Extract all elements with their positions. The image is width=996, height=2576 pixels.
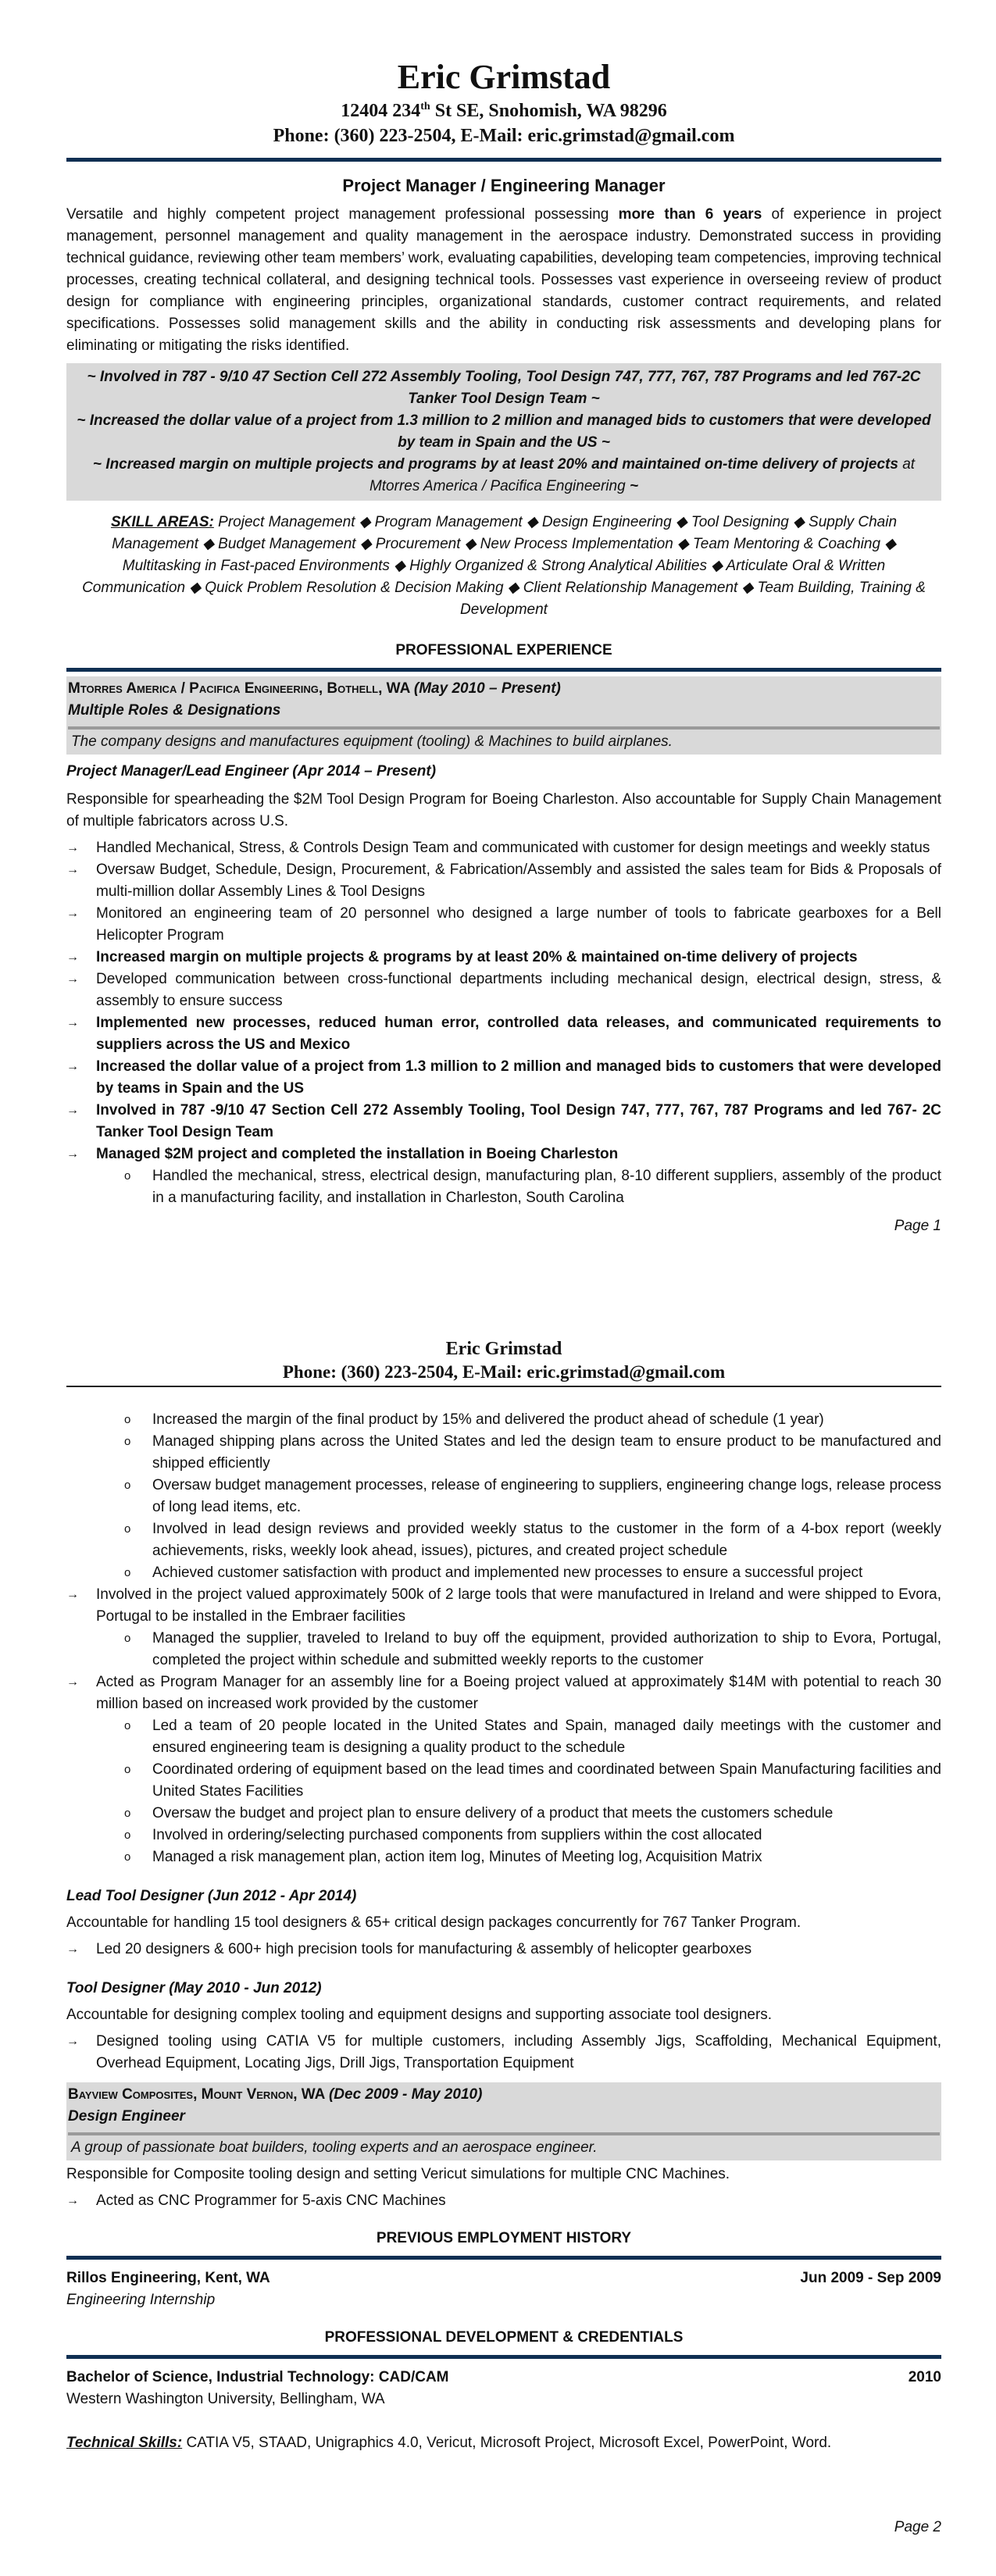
circle-bullet-icon: o	[124, 1169, 131, 1183]
circle-bullet-icon: o	[124, 1435, 131, 1448]
previous-dates: Jun 2009 - Sep 2009	[800, 2270, 941, 2286]
list-item	[66, 837, 941, 859]
sub-list-item	[66, 1846, 941, 1868]
summary-text-rest: of experience in project management, personnel management and quality management in the aerospace industry. Demonstrated success in providing technical guidance, reviewing other team members’ work, evaluating capabilities, developing team competencies, improving technical processes, creating technical collateral, and designing technical tools. Possesses vast experience in overseeing review of product design for compliance with engineering principles, organizational standards, customer contract requirements, and related specifications. Possesses solid management skills and the ability in conducting risk assessments and developing plans for eliminating or mitigating the risks identified.	[66, 206, 941, 354]
roles-label: Multiple Roles & Designations	[68, 702, 281, 719]
sub-bullet-text: Achieved customer satisfaction with product and implemented new processes to ensure a successful project	[152, 1565, 863, 1581]
bullet-text: Increased the dollar value of a project from 1.3 million to 2 million and managed bids to customers that were developed by teams in Spain and the US	[96, 1058, 941, 1097]
charleston-subbullets-p1	[66, 1165, 941, 1209]
previous-employment-row	[66, 2267, 941, 2289]
bayview-bullets	[66, 2190, 941, 2212]
role-summary-bayview: Responsible for Composite tooling design and setting Vericut simulations for multiple CNC Machines.	[66, 2166, 730, 2182]
arrow-icon: →	[66, 2035, 79, 2048]
arrow-icon: →	[66, 907, 79, 920]
sub-bullet-text: Managed the supplier, traveled to Ireland to buy off the equipment, provided authorization to ship to Evora, Portugal, completed the project within schedule and submitted weekly reports to the customer	[152, 1630, 941, 1668]
bullet-text: Led 20 designers & 600+ high precision tools for manufacturing & assembly of helicopter gearboxes	[96, 1941, 752, 1957]
list-item	[66, 1144, 941, 1165]
skill-areas-list: Project Management ◆ Program Management ◆ Design Engineering ◆ Tool Designing ◆ Supply Chain Management ◆ Budget Management ◆ Procurement ◆ New Process Implementation ◆ Team Mentoring & Coaching ◆ Multitasking in Fast-paced Environments ◆ Highly Organized & Strong Analytical Abilities ◆ Articulate Oral & Written Communication ◆ Quick Problem Resolution & Decision Making ◆ Client Relationship Management ◆ Team Building, Training & Development	[82, 514, 926, 618]
technical-skills	[66, 2432, 941, 2454]
arrow-icon: →	[66, 1943, 79, 1956]
arrow-icon: →	[66, 1060, 79, 1073]
bullet-text: Involved in the project valued approximately 500k of 2 large tools that were manufactured in Ireland and were shipped to Evora, Portugal to be installed in the Embraer facilities	[96, 1586, 941, 1625]
circle-bullet-icon: o	[124, 1522, 131, 1536]
sub-bullet-text: Led a team of 20 people located in the United States and Spain, managed daily meetings with the customer and ensured engineering team is designing a quality product to the schedule	[152, 1718, 941, 1756]
circle-bullet-icon: o	[124, 1807, 131, 1820]
sub-bullet-text: Handled the mechanical, stress, electrical design, manufacturing plan, 8-10 different suppliers, assembly of the product in a manufacturing facility, and installation in Charleston, South Carolina	[152, 1168, 941, 1206]
arrow-icon: →	[66, 972, 79, 986]
page2-header-rule	[66, 1386, 941, 1387]
circle-bullet-icon: o	[124, 1479, 131, 1492]
company-dates: (May 2010 – Present)	[413, 680, 561, 697]
list-item	[66, 969, 941, 1012]
bullet-text: Acted as Program Manager for an assembly line for a Boeing project valued at approximately $14M with potential to reach 30 million based on increased work provided by the customer	[96, 1674, 941, 1712]
highlight-3-bold: ~ Increased margin on multiple projects and programs by at least 20% and maintained on-time delivery of projects	[92, 456, 898, 473]
summary-paragraph	[66, 204, 941, 357]
career-highlights	[66, 363, 941, 501]
sub-list-item	[66, 1825, 941, 1846]
company-header-mtorres	[66, 676, 941, 755]
bullet-text: Developed communication between cross-functional departments including mechanical design, electrical design, stress, & assembly to ensure success	[96, 971, 941, 1009]
charleston-subbullets-p2	[66, 1409, 941, 1584]
section-heading-previous: PREVIOUS EMPLOYMENT HISTORY	[376, 2230, 632, 2246]
header-rule	[66, 158, 941, 162]
arrow-icon: →	[66, 1675, 79, 1689]
bullet-text: Acted as CNC Programmer for 5-axis CNC Machines	[96, 2192, 446, 2209]
sub-bullet-text: Oversaw the budget and project plan to ensure delivery of a product that meets the customers schedule	[152, 1805, 834, 1821]
sub-list-item	[66, 1409, 941, 1431]
list-item	[66, 1012, 941, 1056]
page-2	[66, 1337, 941, 2539]
education-row	[66, 2367, 941, 2389]
company-dates: (Dec 2009 - May 2010)	[328, 2086, 483, 2103]
sub-list-item	[66, 1165, 941, 1209]
pm-bullets	[66, 837, 941, 1165]
arrow-icon: →	[66, 1016, 79, 1029]
technical-skills-list: CATIA V5, STAAD, Unigraphics 4.0, Vericut, Microsoft Project, Microsoft Excel, PowerPoint, Word.	[182, 2435, 832, 2451]
bullet-text: Involved in 787 -9/10 47 Section Cell 272 Assembly Tooling, Tool Design 747, 777, 767, 787 Programs and led 767- 2C Tanker Tool Design Team	[96, 1102, 941, 1140]
sub-list-item	[66, 1518, 941, 1562]
page-1	[66, 56, 941, 1237]
highlight-3-end: ~	[629, 478, 639, 494]
summary-text: Versatile and highly competent project management professional possessing	[66, 206, 619, 223]
headline: Project Manager / Engineering Manager	[342, 176, 666, 195]
bullet-text: Managed $2M project and completed the installation in Boeing Charleston	[96, 1146, 619, 1162]
sub-list-item	[66, 1562, 941, 1584]
company-name	[68, 2084, 940, 2106]
section-rule	[66, 2256, 941, 2260]
section-rule	[66, 668, 941, 672]
sub-bullet-text: Managed a risk management plan, action item log, Minutes of Meeting log, Acquisition Matrix	[152, 1849, 762, 1865]
sub-bullet-text: Involved in ordering/selecting purchased components from suppliers within the cost allocated	[152, 1827, 762, 1843]
circle-bullet-icon: o	[124, 1850, 131, 1864]
sub-bullet-text: Managed shipping plans across the United States and led the design team to ensure product to be manufactured and shipped efficiently	[152, 1433, 941, 1472]
role-summary-td: Accountable for designing complex tooling and equipment designs and supporting associate tool designers.	[66, 2007, 773, 2023]
role-title-design-engineer: Design Engineer	[68, 2108, 185, 2125]
arrow-icon: →	[66, 951, 79, 964]
list-item	[66, 1056, 941, 1100]
company-description: A group of passionate boat builders, tooling experts and an aerospace engineer.	[71, 2139, 598, 2156]
program-bullet	[66, 1672, 941, 1715]
address-street: St SE, Snohomish, WA 98296	[430, 101, 667, 121]
sub-list-item	[66, 1475, 941, 1518]
evora-subbullets	[66, 1628, 941, 1672]
previous-role: Engineering Internship	[66, 2292, 216, 2308]
school: Western Washington University, Bellingham, WA	[66, 2391, 385, 2407]
role-summary-pm: Responsible for spearheading the $2M Tool Design Program for Boeing Charleston. Also accountable for Supply Chain Management of multiple fabricators across U.S.	[66, 791, 941, 830]
circle-bullet-icon: o	[124, 1566, 131, 1579]
section-heading-development: PROFESSIONAL DEVELOPMENT & CREDENTIALS	[324, 2329, 684, 2346]
skill-areas-label: SKILL AREAS:	[110, 514, 214, 530]
bullet-text: Increased margin on multiple projects & programs by at least 20% & maintained on-time delivery of projects	[96, 949, 858, 965]
role-title-pm: Project Manager/Lead Engineer (Apr 2014 – Present)	[66, 763, 437, 780]
highlight-3-plain: at Mtorres America / Pacifica Engineering	[369, 456, 916, 494]
list-item	[66, 1584, 941, 1628]
sub-bullet-text: Increased the margin of the final product by 15% and delivered the product ahead of schedule (1 year)	[152, 1411, 824, 1428]
bullet-text: Oversaw Budget, Schedule, Design, Procurement, & Fabrication/Assembly and assisted the sales team for Bids & Proposals of multi-million dollar Assembly Lines & Tool Designs	[96, 862, 941, 900]
list-item	[66, 2190, 941, 2212]
bullet-text: Designed tooling using CATIA V5 for multiple customers, including Assembly Jigs, Scaffolding, Mechanical Equipment, Overhead Equipment, Locating Jigs, Drill Jigs, Transportation Equipment	[96, 2033, 941, 2071]
degree: Bachelor of Science, Industrial Technology: CAD/CAM	[66, 2369, 449, 2385]
sub-bullet-text: Coordinated ordering of equipment based on the lead times and coordinated between Spain Manufacturing facilities and United States Facilities	[152, 1761, 941, 1800]
page-number: Page 2	[894, 2519, 941, 2535]
sub-bullet-text: Involved in lead design reviews and provided weekly status to the customer in the form of a 4-box report (weekly achievements, risks, weekly look ahead, issues), pictures, and created project schedule	[152, 1521, 941, 1559]
sub-list-item	[66, 1803, 941, 1825]
bullet-text: Handled Mechanical, Stress, & Controls Design Team and communicated with customer for design meetings and weekly status	[96, 840, 930, 856]
page2-name: Eric Grimstad	[445, 1339, 562, 1359]
sub-list-item	[66, 1431, 941, 1475]
role-title-lead-tool-designer: Lead Tool Designer (Jun 2012 - Apr 2014)	[66, 1888, 357, 1904]
bullet-text: Implemented new processes, reduced human error, controlled data releases, and communicated requirements to suppliers across the US and Mexico	[96, 1015, 941, 1053]
list-item	[66, 1672, 941, 1715]
company-title: Bayview Composites, Mount Vernon, WA	[68, 2086, 329, 2103]
technical-skills-label: Technical Skills:	[66, 2435, 183, 2451]
address-number: 12404 234	[341, 101, 421, 121]
summary-emphasis: more than 6 years	[618, 206, 762, 223]
company-header-bayview	[66, 2082, 941, 2160]
section-heading-experience: PROFESSIONAL EXPERIENCE	[395, 642, 612, 658]
address	[66, 98, 941, 123]
company-description: The company designs and manufactures equipment (tooling) & Machines to build airplanes.	[71, 733, 673, 750]
address-suffix: th	[420, 101, 430, 112]
td-bullets	[66, 2031, 941, 2075]
list-item	[66, 947, 941, 969]
program-subbullets	[66, 1715, 941, 1868]
sub-list-item	[66, 1628, 941, 1672]
highlight-2: ~ Increased the dollar value of a project from 1.3 million to 2 million and managed bids to customers that were developed by team in Spain and the US ~	[77, 412, 931, 451]
company-name	[68, 678, 940, 700]
page2-contact: Phone: (360) 223-2504, E-Mail: eric.grimstad@gmail.com	[282, 1362, 726, 1382]
previous-company: Rillos Engineering, Kent, WA	[66, 2270, 270, 2286]
circle-bullet-icon: o	[124, 1763, 131, 1776]
circle-bullet-icon: o	[124, 1632, 131, 1645]
highlight-1: ~ Involved in 787 - 9/10 47 Section Cell 272 Assembly Tooling, Tool Design 747, 777, 767, 787 Programs and led 767-2C Tanker Tool Design Team ~	[87, 369, 921, 407]
list-item	[66, 1100, 941, 1144]
role-title-tool-designer: Tool Designer (May 2010 - Jun 2012)	[66, 1980, 322, 1996]
contact-line: Phone: (360) 223-2504, E-Mail: eric.grimstad@gmail.com	[273, 126, 735, 146]
sub-bullet-text: Oversaw budget management processes, release of engineering to suppliers, engineering change logs, release process of long lead items, etc.	[152, 1477, 941, 1515]
highlight-3	[71, 454, 937, 498]
skill-areas	[66, 512, 941, 621]
company-title: Mtorres America / Pacifica Engineering, Bothell, WA	[68, 680, 414, 697]
ltd-bullets	[66, 1939, 941, 1961]
page-number: Page 1	[894, 1218, 941, 1234]
arrow-icon: →	[66, 1104, 79, 1117]
circle-bullet-icon: o	[124, 1829, 131, 1842]
section-rule	[66, 2355, 941, 2359]
arrow-icon: →	[66, 863, 79, 876]
arrow-icon: →	[66, 1588, 79, 1601]
list-item	[66, 1939, 941, 1961]
evora-bullet	[66, 1584, 941, 1628]
candidate-name: Eric Grimstad	[397, 58, 611, 96]
sub-list-item	[66, 1715, 941, 1759]
list-item	[66, 2031, 941, 2075]
sub-list-item	[66, 1759, 941, 1803]
arrow-icon: →	[66, 2194, 79, 2207]
bullet-text: Monitored an engineering team of 20 personnel who designed a large number of tools to fabricate gearboxes for a Bell Helicopter Program	[96, 905, 941, 944]
circle-bullet-icon: o	[124, 1413, 131, 1426]
list-item	[66, 903, 941, 947]
arrow-icon: →	[66, 1147, 79, 1161]
list-item	[66, 859, 941, 903]
role-summary-ltd: Accountable for handling 15 tool designers & 65+ critical design packages concurrently for 767 Tanker Program.	[66, 1914, 801, 1931]
graduation-year: 2010	[908, 2369, 941, 2385]
arrow-icon: →	[66, 841, 79, 855]
circle-bullet-icon: o	[124, 1719, 131, 1732]
